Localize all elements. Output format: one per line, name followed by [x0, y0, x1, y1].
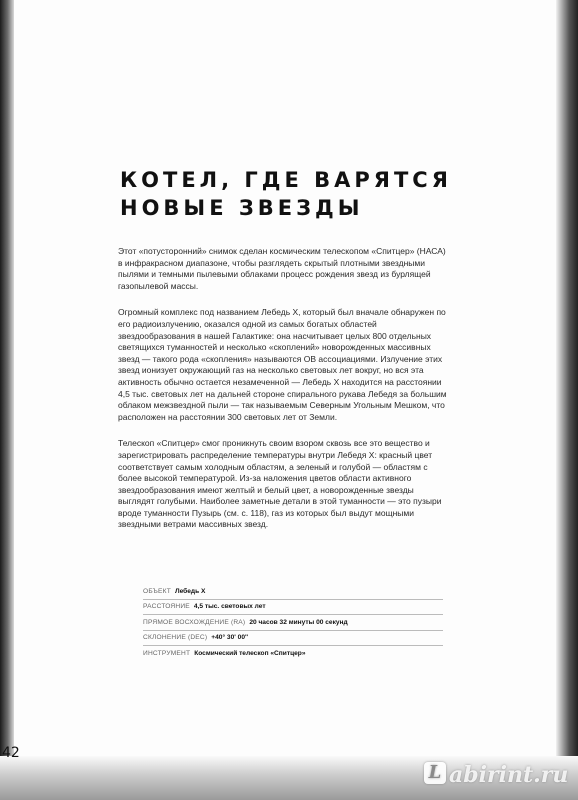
info-value: Лебедь X	[174, 587, 206, 595]
info-label: ОБЪЕКТ	[143, 587, 171, 595]
watermark-logo-icon: L	[424, 762, 446, 784]
watermark-text: abirint.ru	[449, 762, 569, 788]
info-row-declination	[143, 631, 443, 647]
title-line-2: НОВЫЕ ЗВЕЗДЫ	[120, 196, 364, 220]
info-row-object	[143, 584, 443, 600]
watermark	[424, 762, 568, 788]
info-row-instrument	[143, 646, 443, 661]
info-label: ИНСТРУМЕНТ	[143, 649, 191, 657]
info-value: Космический телескоп «Спитцер»	[194, 649, 306, 657]
info-label: ПРЯМОЕ ВОСХОЖДЕНИЕ (RA)	[143, 618, 246, 626]
info-label: РАССТОЯНИЕ	[143, 603, 190, 611]
object-info-table	[143, 584, 443, 661]
page-number: 42	[2, 745, 20, 761]
paragraph-cygnus-x: Огромный комплекс под названием Лебедь X, который был вначале обнаружен по его радиоизлучению, оказался одной из самых богатых областей звездообразования в нашей Галактике: она насчитывает целых 800 отдельных светящихся туманностей и несколько «скоплений» новорожденных массивных звезд — такого рода «скопления» называются OB ассоциациями. Излучение этих звезд ионизует окружающий газ на несколько световых лет вокруг, но вся эта активность обычно остается незамеченной — Лебедь X находится на расстоянии 4,5 тыс. световых лет на дальней стороне спирального рукава Лебедя за большим облаком межзвездной пыли — так называемым Северным Угольным Мешком, что расположен на расстоянии 300 световых лет от Земли.	[118, 307, 447, 422]
article-body	[118, 246, 448, 546]
info-value: 20 часов 32 минуты 00 секунд	[249, 618, 348, 626]
page-title	[120, 166, 452, 222]
info-label: СКЛОНЕНИЕ (DEC)	[143, 634, 208, 642]
page-right-edge	[556, 0, 578, 800]
info-value: +40° 30' 00''	[211, 634, 249, 642]
info-row-distance	[143, 600, 443, 616]
paragraph-intro: Этот «потусторонний» снимок сделан космическим телескопом «Спитцер» (НАСА) в инфракрасном диапазоне, чтобы разглядеть скрытый плотными звездными пылями и темными пылевыми облаками процесс рождения звезд из бурлящей газопылевой массы.	[118, 246, 446, 291]
paragraph-spitzer: Телескоп «Спитцер» смог проникнуть своим взором сквозь все это вещество и зарегистрировать распределение температуры внутри Лебедя X: красный цвет соответствует самым холодным областям, а зеленый и голубой — областям с более высокой температурой. Из-за наложения цветов области активного звездообразования имеют желтый и белый цвет, а новорожденные звезды выглядят голубыми. Наиболее заметные детали в этой туманности — это пузыри вроде туманности Пузырь (см. с. 118), газ из которых был выдут мощными звездными ветрами массивных звезд.	[118, 438, 442, 530]
page-binding-edge	[0, 0, 14, 800]
info-value: 4,5 тыс. световых лет	[193, 603, 266, 611]
title-line-1: КОТЕЛ, ГДЕ ВАРЯТСЯ	[120, 168, 452, 192]
info-row-right-ascension	[143, 615, 443, 631]
